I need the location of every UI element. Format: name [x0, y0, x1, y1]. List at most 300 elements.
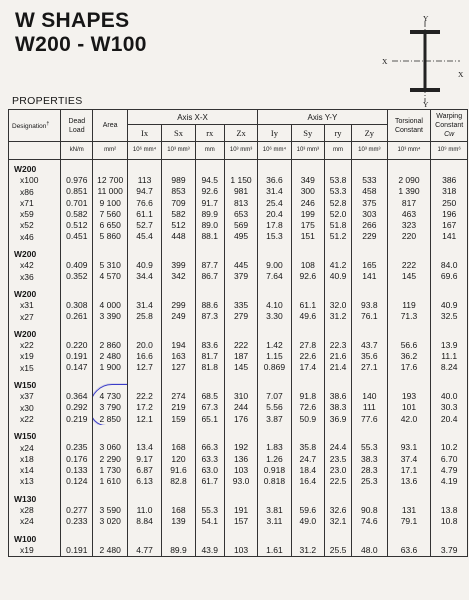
table-cell: 61.1 [136, 208, 153, 219]
table-cell: 34.4 [136, 271, 153, 282]
table-cell: 0.582 [66, 208, 88, 219]
table-cell: 36.2 [400, 351, 418, 362]
table-cell: 0.409 [66, 260, 88, 271]
value-column [127, 160, 161, 244]
table-cell: 65.1 [201, 413, 218, 424]
size-label: x24 [20, 442, 34, 453]
zy-header: Zy [352, 125, 388, 142]
table-cell: 54.1 [201, 516, 218, 527]
y-axis-bottom-label: Y [423, 100, 429, 109]
table-cell: 3 060 [99, 442, 121, 453]
table-cell: 0.124 [66, 476, 88, 487]
table-cell: 16.4 [299, 476, 317, 487]
table-cell: 0.918 [263, 464, 286, 475]
unit-zy: 10³ mm³ [352, 142, 388, 160]
value-column [324, 528, 351, 557]
table-cell: 36.9 [329, 413, 347, 424]
value-column [258, 160, 291, 244]
table-cell: 24.7 [299, 453, 317, 464]
table-cell: 63.3 [201, 453, 218, 464]
group-name: W200 [14, 164, 37, 174]
value-column [352, 374, 388, 425]
table-cell: 10.2 [440, 442, 458, 453]
table-cell: 74.6 [361, 516, 378, 527]
value-column [127, 528, 161, 557]
unit-zx: 10³ mm³ [224, 142, 257, 160]
table-cell: 192 [233, 442, 249, 453]
table-cell: 32.5 [440, 311, 458, 322]
table-cell: 0.512 [66, 220, 88, 231]
table-cell: 7.64 [266, 271, 283, 282]
unit-ry: mm [324, 142, 351, 160]
table-cell: 13.4 [136, 442, 153, 453]
page-title: W SHAPES [15, 9, 130, 32]
table-cell: 93.1 [400, 442, 418, 453]
table-cell: 4.10 [266, 299, 283, 310]
size-label: x19 [20, 544, 34, 555]
table-cell: 0.191 [66, 351, 88, 362]
value-column [61, 488, 93, 528]
table-cell: 52.8 [329, 197, 347, 208]
iy-header: Iy [258, 125, 291, 142]
table-cell: 0.220 [66, 339, 88, 350]
value-column [93, 528, 127, 557]
value-column [431, 243, 468, 283]
size-label: x13 [20, 476, 34, 487]
value-column [61, 283, 93, 323]
table-cell: 250 [442, 197, 457, 208]
value-column [127, 425, 161, 487]
table-cell: 145 [401, 271, 417, 282]
value-column [258, 283, 291, 323]
table-cell: 2 850 [99, 413, 121, 424]
table-cell: 5 860 [99, 231, 121, 242]
value-column [324, 323, 351, 374]
sx-header: Sx [162, 125, 195, 142]
table-cell: 20.4 [440, 413, 458, 424]
table-cell: 69.6 [440, 271, 458, 282]
table-cell: 25.8 [136, 311, 153, 322]
table-cell: 0.364 [66, 391, 88, 402]
table-cell: 35.6 [361, 351, 378, 362]
table-cell: 199 [300, 208, 315, 219]
table-cell: 323 [401, 220, 417, 231]
table-cell: 22.3 [329, 339, 347, 350]
value-column [162, 374, 195, 425]
value-column [324, 160, 351, 244]
table-cell: 17.8 [266, 220, 283, 231]
w-shape-section-icon [386, 16, 466, 108]
table-cell: 77.6 [361, 413, 378, 424]
table-row [9, 425, 468, 487]
table-cell: 0.818 [263, 476, 286, 487]
table-cell: 81.8 [201, 362, 218, 373]
table-cell: 55.3 [201, 504, 218, 515]
table-cell: 51.8 [329, 220, 347, 231]
table-cell: 83.6 [201, 339, 218, 350]
value-column [61, 528, 93, 557]
table-cell: 92.6 [299, 271, 317, 282]
rx-header: rx [195, 125, 224, 142]
group-w150 [9, 425, 468, 487]
table-cell: 140 [362, 391, 377, 402]
table-cell: 38.3 [361, 453, 378, 464]
value-column [324, 243, 351, 283]
table-cell: 25.4 [266, 197, 283, 208]
size-label: x36 [20, 271, 34, 282]
value-column [324, 425, 351, 487]
table-cell: 141 [442, 231, 457, 242]
value-column [195, 243, 224, 283]
table-cell: 23.5 [329, 453, 347, 464]
table-cell: 533 [362, 175, 377, 185]
table-cell: 27.1 [361, 362, 378, 373]
table-cell: 7 560 [99, 208, 121, 219]
designation-cell [9, 160, 61, 244]
size-label: x71 [20, 197, 34, 208]
value-column [195, 488, 224, 528]
table-cell: 43.7 [361, 339, 378, 350]
table-cell: 35.8 [299, 442, 317, 453]
table-row [9, 283, 468, 323]
table-cell: 12 700 [97, 175, 124, 185]
value-column [258, 323, 291, 374]
table-cell: 67.3 [201, 402, 218, 413]
table-cell: 89.9 [201, 208, 218, 219]
table-cell: 653 [233, 208, 249, 219]
value-column [352, 243, 388, 283]
value-column [93, 488, 127, 528]
table-cell: 119 [402, 299, 416, 310]
table-cell: 399 [171, 260, 186, 271]
table-cell: 0.352 [66, 271, 88, 282]
table-cell: 91.8 [299, 391, 317, 402]
table-cell: 151 [300, 231, 315, 242]
table-cell: 349 [300, 175, 315, 185]
table-row [9, 374, 468, 425]
table-cell: 342 [171, 271, 186, 282]
torsional-constant-header: Torsional Constant [387, 110, 431, 142]
table-cell: 53.3 [329, 186, 347, 197]
table-cell: 157 [233, 516, 249, 527]
x-axis-left-label: X [382, 57, 388, 66]
value-column [93, 323, 127, 374]
table-cell: 94.5 [201, 175, 218, 185]
table-cell: 168 [171, 504, 186, 515]
table-cell: 136 [233, 453, 249, 464]
table-cell: 335 [233, 299, 249, 310]
table-cell: 81.7 [201, 351, 218, 362]
value-column [431, 283, 468, 323]
table-cell: 31.2 [329, 311, 347, 322]
value-column [324, 283, 351, 323]
value-column [61, 374, 93, 425]
table-cell: 386 [442, 175, 457, 185]
table-cell: 709 [171, 197, 186, 208]
group-name: W150 [14, 380, 37, 391]
value-column [431, 528, 468, 557]
table-cell: 66.3 [201, 442, 218, 453]
axis-xx-header: Axis X-X [127, 110, 257, 125]
table-cell: 91.6 [170, 464, 187, 475]
value-column [93, 425, 127, 487]
table-cell: 246 [300, 197, 315, 208]
table-cell: 0.235 [66, 442, 88, 453]
table-cell: 56.6 [400, 339, 418, 350]
value-column [291, 425, 324, 487]
table-cell: 6.13 [136, 476, 153, 487]
table-cell: 4.77 [136, 544, 153, 555]
table-cell: 159 [171, 413, 186, 424]
table-cell: 32.0 [329, 299, 347, 310]
designation-cell [9, 243, 61, 283]
table-cell: 229 [362, 231, 377, 242]
table-cell: 445 [233, 260, 249, 271]
value-column [61, 243, 93, 283]
value-column [258, 488, 291, 528]
table-cell: 6.70 [440, 453, 458, 464]
table-cell: 49.6 [299, 311, 317, 322]
group-w200 [9, 243, 468, 283]
table-cell: 0.219 [66, 413, 88, 424]
page-subtitle: W200 - W100 [15, 33, 147, 56]
group-w200 [9, 283, 468, 323]
value-column [127, 243, 161, 283]
table-cell: 0.308 [66, 299, 88, 310]
table-cell: 2 480 [99, 544, 121, 555]
table-cell: 22.6 [299, 351, 317, 362]
size-label: x31 [20, 300, 34, 311]
area-header: Area [93, 110, 127, 142]
table-cell: 17.6 [400, 362, 418, 373]
table-cell: 495 [233, 231, 249, 242]
table-cell: 2 090 [398, 175, 420, 185]
table-cell: 94.7 [136, 186, 153, 197]
table-cell: 9.17 [136, 453, 153, 464]
table-row [9, 528, 468, 557]
designation-cell [9, 323, 61, 374]
group-name: W200 [14, 328, 37, 339]
table-cell: 4.79 [440, 464, 458, 475]
group-name: W130 [14, 493, 37, 504]
table-cell: 187 [233, 351, 249, 362]
warping-constant-header: Warping Constant Cw [431, 110, 468, 142]
table-cell: 21.4 [329, 362, 347, 373]
table-cell: 0.147 [66, 362, 88, 373]
designation-cell [9, 488, 61, 528]
table-cell: 2 480 [99, 351, 121, 362]
table-cell: 89.0 [201, 220, 218, 231]
unit-j: 10³ mm⁴ [387, 142, 431, 160]
table-cell: 8.24 [440, 362, 458, 373]
size-label: x19 [20, 351, 34, 362]
table-cell: 17.1 [400, 464, 418, 475]
table-cell: 145 [233, 362, 249, 373]
table-cell: 318 [442, 186, 457, 197]
table-cell: 8.84 [136, 516, 153, 527]
designation-cell [9, 374, 61, 425]
table-cell: 0.277 [66, 504, 88, 515]
group-w200 [9, 323, 468, 374]
group-w130 [9, 488, 468, 528]
value-column [93, 374, 127, 425]
x-axis-right-label: X [458, 70, 464, 79]
group-name: W100 [14, 533, 37, 544]
table-cell: 61.1 [299, 299, 317, 310]
table-cell: 59.6 [299, 504, 317, 515]
value-column [127, 323, 161, 374]
axis-yy-header: Axis Y-Y [258, 110, 387, 125]
value-column [387, 160, 431, 244]
table-cell: 24.4 [329, 442, 347, 453]
table-cell: 168 [171, 442, 186, 453]
value-column [387, 374, 431, 425]
value-column [352, 323, 388, 374]
table-cell: 512 [171, 220, 186, 231]
table-cell: 813 [233, 197, 249, 208]
table-cell: 448 [171, 231, 186, 242]
table-cell: 0.701 [66, 197, 88, 208]
table-cell: 1 900 [99, 362, 121, 373]
table-cell: 12.1 [136, 413, 153, 424]
size-label: x30 [20, 402, 34, 413]
table-cell: 300 [300, 186, 315, 197]
table-cell: 103 [233, 464, 249, 475]
table-cell: 1 730 [99, 464, 121, 475]
value-column [127, 283, 161, 323]
table-cell: 9 100 [99, 197, 121, 208]
value-column [291, 160, 324, 244]
table-cell: 22.2 [136, 391, 153, 402]
table-row [9, 243, 468, 283]
table-cell: 20.0 [136, 339, 153, 350]
table-cell: 11.1 [441, 351, 458, 362]
unit-ix: 10⁶ mm⁴ [127, 142, 161, 160]
group-w150 [9, 374, 468, 425]
value-column [291, 488, 324, 528]
table-cell: 6.87 [136, 464, 153, 475]
table-cell: 55.3 [361, 442, 378, 453]
value-column [195, 160, 224, 244]
group-name: W150 [14, 431, 37, 442]
value-column [387, 488, 431, 528]
value-column [195, 528, 224, 557]
table-cell: 36.6 [266, 175, 283, 185]
table-cell: 93.8 [361, 299, 378, 310]
table-cell: 40.9 [136, 260, 153, 271]
table-cell: 40.9 [329, 271, 347, 282]
table-cell: 16.6 [136, 351, 153, 362]
table-cell: 1.26 [266, 453, 283, 464]
unit-dead-load: kN/m [61, 142, 93, 160]
value-column [352, 283, 388, 323]
table-cell: 11 000 [97, 186, 123, 197]
table-cell: 1.61 [266, 544, 283, 555]
table-cell: 0.851 [66, 186, 88, 197]
table-cell: 222 [233, 339, 249, 350]
table-cell: 76.1 [361, 311, 378, 322]
table-cell: 266 [362, 220, 377, 231]
table-cell: 87.3 [201, 311, 218, 322]
table-cell: 4 570 [99, 271, 121, 282]
table-cell: 375 [362, 197, 377, 208]
table-cell: 68.5 [201, 391, 218, 402]
table-cell: 13.8 [440, 504, 458, 515]
table-cell: 63.6 [400, 544, 418, 555]
table-cell: 43.9 [201, 544, 218, 555]
table-cell: 2 860 [99, 339, 121, 350]
size-label: x86 [20, 186, 34, 197]
size-label: x22 [20, 340, 34, 351]
table-cell: 1 390 [398, 186, 420, 197]
table-cell: 0.292 [66, 402, 88, 413]
table-cell: 45.4 [136, 231, 153, 242]
table-cell: 989 [171, 175, 186, 185]
table-cell: 25.3 [361, 476, 378, 487]
size-label: x18 [20, 453, 34, 464]
value-column [291, 374, 324, 425]
table-cell: 92.6 [201, 186, 218, 197]
value-column [352, 425, 388, 487]
properties-label: PROPERTIES [12, 95, 83, 107]
unit-empty [9, 142, 61, 160]
table-cell: 2 290 [99, 453, 121, 464]
value-column [387, 323, 431, 374]
value-column [195, 283, 224, 323]
size-label: x59 [20, 209, 34, 220]
table-cell: 458 [362, 186, 377, 197]
value-column [291, 323, 324, 374]
table-cell: 196 [442, 208, 457, 219]
table-cell: 127 [171, 362, 186, 373]
value-column [324, 488, 351, 528]
value-column [431, 488, 468, 528]
table-cell: 194 [171, 339, 186, 350]
table-cell: 191 [233, 504, 249, 515]
table-cell: 139 [171, 516, 186, 527]
value-column [431, 323, 468, 374]
table-cell: 163 [171, 351, 186, 362]
table-cell: 38.6 [329, 391, 347, 402]
size-label: x27 [20, 311, 34, 322]
value-column [387, 528, 431, 557]
table-cell: 817 [401, 197, 417, 208]
table-cell: 3.11 [266, 516, 283, 527]
table-cell: 219 [171, 402, 186, 413]
table-cell: 4 730 [99, 391, 121, 402]
size-label: x37 [20, 391, 34, 402]
size-label: x100 [20, 175, 39, 186]
table-cell: 0.176 [66, 453, 88, 464]
group-name: W200 [14, 288, 37, 299]
table-cell: 9.00 [266, 260, 283, 271]
table-cell: 0.869 [263, 362, 286, 373]
table-cell: 167 [442, 220, 457, 231]
table-cell: 63.0 [201, 464, 218, 475]
table-cell: 176 [233, 413, 249, 424]
table-cell: 38.3 [329, 402, 347, 413]
value-column [258, 528, 291, 557]
designation-cell [9, 528, 61, 557]
table-cell: 86.7 [201, 271, 218, 282]
table-cell: 1.42 [266, 339, 283, 350]
table-cell: 101 [401, 402, 417, 413]
unit-area: mm² [93, 142, 127, 160]
table-cell: 244 [233, 402, 249, 413]
table-cell: 31.4 [266, 186, 283, 197]
table-cell: 23.0 [329, 464, 347, 475]
table-cell: 1 150 [230, 175, 252, 185]
